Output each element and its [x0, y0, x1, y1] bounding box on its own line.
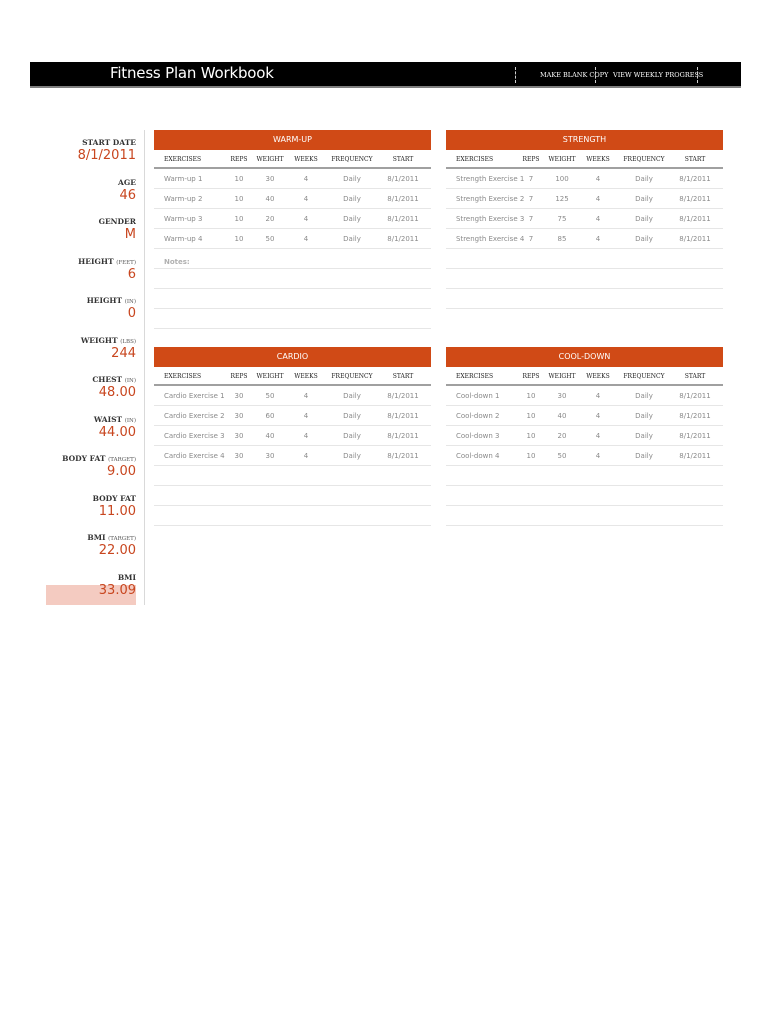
table-cell: 8/1/2011 [387, 412, 419, 420]
table-cell: 10 [526, 432, 536, 440]
stat-label: BMI [117, 573, 136, 582]
table-cell: Cool-down 4 [456, 452, 500, 460]
table-cell: Cool-down 2 [456, 412, 500, 420]
table-cell: 100 [555, 175, 569, 183]
table-cell: 4 [303, 412, 309, 420]
table-row[interactable] [446, 209, 723, 229]
stat-waist [38, 415, 136, 440]
stat-gender [38, 217, 136, 242]
stat-label: HEIGHT [86, 296, 123, 305]
column-header: WEIGHT [256, 156, 284, 163]
header-bar [30, 62, 741, 88]
notes-line[interactable] [446, 486, 723, 506]
stat-value[interactable]: 44.00 [98, 425, 136, 440]
table-cell: 7 [528, 215, 534, 223]
column-headers [154, 150, 431, 169]
table-cell: Cardio Exercise 2 [164, 412, 225, 420]
table-row[interactable] [446, 426, 723, 446]
table-cell: 4 [303, 432, 309, 440]
stat-unit: (IN) [124, 299, 136, 305]
table-cell: Daily [635, 215, 653, 223]
stat-unit: (TARGET) [108, 536, 136, 542]
table-cell: 10 [526, 392, 536, 400]
table-cell: 10 [234, 235, 244, 243]
table-cell: Warm-up 1 [164, 175, 203, 183]
column-header: FREQUENCY [623, 156, 665, 163]
make-blank-copy-button[interactable]: MAKE BLANK COPY [540, 71, 609, 79]
table-cell: 10 [234, 175, 244, 183]
column-header: REPS [522, 373, 540, 380]
table-cell: 8/1/2011 [387, 235, 419, 243]
section-header: COOL-DOWN [446, 347, 723, 367]
table-cell: Daily [343, 412, 361, 420]
column-header: WEEKS [294, 373, 318, 380]
column-header: EXERCISES [164, 156, 202, 163]
table-cell: Daily [343, 452, 361, 460]
stat-unit: (FEET) [116, 260, 136, 266]
view-weekly-progress-button[interactable]: VIEW WEEKLY PROGRESS [613, 71, 704, 79]
column-header: START [392, 156, 414, 163]
table-cell: 8/1/2011 [387, 452, 419, 460]
table-cell: 50 [265, 392, 275, 400]
table-row[interactable] [154, 426, 431, 446]
table-cell: 8/1/2011 [387, 175, 419, 183]
stat-bmi-target [38, 533, 136, 558]
table-cell: 10 [526, 452, 536, 460]
table-row[interactable] [446, 446, 723, 466]
separator [595, 67, 596, 83]
column-header: REPS [230, 373, 248, 380]
stat-value: 11.00 [98, 504, 136, 519]
table-row[interactable] [154, 386, 431, 406]
table-cell: Warm-up 3 [164, 215, 203, 223]
table-row[interactable] [154, 229, 431, 249]
table-row[interactable] [446, 169, 723, 189]
table-cell: Daily [343, 175, 361, 183]
stat-value[interactable]: 22.00 [98, 543, 136, 558]
column-header: EXERCISES [456, 373, 494, 380]
column-header: WEIGHT [256, 373, 284, 380]
table-cell: Daily [635, 392, 653, 400]
notes-line[interactable] [154, 249, 431, 269]
column-header: WEEKS [294, 156, 318, 163]
notes-line[interactable] [154, 289, 431, 309]
table-cell: Daily [343, 392, 361, 400]
table-cell: 40 [265, 195, 275, 203]
stat-bmi [38, 573, 136, 598]
table-cell: Daily [635, 235, 653, 243]
stat-value[interactable]: 0 [127, 306, 136, 321]
table-row[interactable] [446, 386, 723, 406]
table-cell: 4 [595, 235, 601, 243]
table-cell: 30 [557, 392, 567, 400]
column-headers [446, 150, 723, 169]
table-cell: Cool-down 3 [456, 432, 500, 440]
column-header: WEEKS [586, 373, 610, 380]
table-cell: Daily [635, 195, 653, 203]
table-cell: Daily [343, 195, 361, 203]
table-cell: 10 [234, 215, 244, 223]
table-cell: 30 [234, 452, 244, 460]
table-cell: 7 [528, 195, 534, 203]
table-cell: 20 [265, 215, 275, 223]
stat-start-date [38, 138, 136, 163]
column-header: EXERCISES [456, 156, 494, 163]
stat-unit: (IN) [124, 418, 136, 424]
app-title: Fitness Plan Workbook [110, 64, 274, 82]
table-cell: 8/1/2011 [387, 215, 419, 223]
stat-label: WAIST [93, 415, 123, 424]
table-cell: 50 [265, 235, 275, 243]
stat-label: BODY FAT [62, 454, 106, 463]
column-header: EXERCISES [164, 373, 202, 380]
stat-label: AGE [118, 178, 136, 187]
stat-value[interactable]: 46 [119, 188, 136, 203]
table-row[interactable] [446, 189, 723, 209]
section-header: WARM-UP [154, 130, 431, 150]
table-cell: 8/1/2011 [679, 235, 711, 243]
column-header: START [684, 373, 706, 380]
table-cell: Daily [343, 235, 361, 243]
stat-label: WEIGHT [80, 336, 118, 345]
stat-label: BODY FAT [92, 494, 136, 503]
table-cell: 4 [303, 235, 309, 243]
stat-height-in [38, 296, 136, 321]
table-cell: 4 [595, 452, 601, 460]
table-cell: 8/1/2011 [679, 392, 711, 400]
panel-divider [144, 130, 145, 605]
table-cell: 10 [526, 412, 536, 420]
column-header: FREQUENCY [331, 373, 373, 380]
column-header: WEIGHT [548, 373, 576, 380]
stat-body-fat-target [38, 454, 136, 479]
cooldown-section [446, 347, 723, 526]
table-cell: 4 [595, 195, 601, 203]
column-header: REPS [522, 156, 540, 163]
notes-line[interactable] [154, 506, 431, 526]
table-cell: 4 [303, 175, 309, 183]
table-row[interactable] [154, 209, 431, 229]
table-cell: Strength Exercise 1 [456, 175, 525, 183]
table-cell: 75 [557, 215, 567, 223]
stat-label: BMI [87, 533, 106, 542]
table-cell: 8/1/2011 [679, 195, 711, 203]
table-cell: Cardio Exercise 4 [164, 452, 225, 460]
stat-unit: (LBS) [120, 339, 136, 345]
table-row[interactable] [154, 446, 431, 466]
table-cell: 10 [234, 195, 244, 203]
table-cell: Daily [635, 432, 653, 440]
table-cell: 125 [555, 195, 569, 203]
separator [697, 67, 698, 83]
table-cell: 8/1/2011 [387, 432, 419, 440]
column-header: START [684, 156, 706, 163]
table-cell: 85 [557, 235, 567, 243]
column-header: START [392, 373, 414, 380]
notes-line[interactable] [154, 486, 431, 506]
notes-line[interactable] [446, 466, 723, 486]
stat-label: HEIGHT [78, 257, 114, 266]
table-cell: 8/1/2011 [679, 175, 711, 183]
stat-height-feet [38, 257, 136, 282]
table-cell: 7 [528, 235, 534, 243]
stat-weight [38, 336, 136, 361]
table-cell: Strength Exercise 3 [456, 215, 525, 223]
stat-label: START DATE [82, 138, 136, 147]
table-cell: Warm-up 4 [164, 235, 203, 243]
table-cell: 8/1/2011 [679, 452, 711, 460]
column-header: REPS [230, 156, 248, 163]
table-cell: 4 [303, 215, 309, 223]
column-headers [446, 367, 723, 386]
table-cell: 4 [595, 175, 601, 183]
table-cell: Daily [343, 215, 361, 223]
notes-line[interactable] [154, 269, 431, 289]
stat-label: GENDER [98, 217, 136, 226]
table-cell: Strength Exercise 2 [456, 195, 525, 203]
stat-value[interactable]: 8/1/2011 [77, 148, 136, 163]
stat-age [38, 178, 136, 203]
stat-value[interactable]: 48.00 [98, 385, 136, 400]
table-cell: Daily [635, 452, 653, 460]
table-cell: 60 [265, 412, 275, 420]
separator [515, 67, 516, 83]
cardio-section [154, 347, 431, 526]
strength-section [446, 130, 723, 309]
column-headers [154, 367, 431, 386]
table-row[interactable] [154, 169, 431, 189]
stat-body-fat [38, 494, 136, 519]
stat-value[interactable]: M [124, 227, 136, 242]
table-cell: 40 [265, 432, 275, 440]
notes-line[interactable] [154, 466, 431, 486]
table-cell: 7 [528, 175, 534, 183]
notes-line[interactable] [446, 269, 723, 289]
table-cell: 8/1/2011 [387, 195, 419, 203]
table-cell: 30 [234, 412, 244, 420]
column-header: FREQUENCY [623, 373, 665, 380]
stat-label: CHEST [92, 375, 123, 384]
notes-line[interactable] [446, 506, 723, 526]
table-cell: 8/1/2011 [679, 432, 711, 440]
table-cell: 4 [595, 412, 601, 420]
notes-line[interactable] [446, 249, 723, 269]
table-cell: 4 [303, 195, 309, 203]
warmup-section [154, 130, 431, 329]
table-cell: 4 [595, 215, 601, 223]
stat-value[interactable]: 244 [111, 346, 136, 361]
table-cell: Daily [635, 412, 653, 420]
table-cell: Cool-down 1 [456, 392, 500, 400]
table-cell: 50 [557, 452, 567, 460]
table-cell: Warm-up 2 [164, 195, 203, 203]
table-row[interactable] [154, 189, 431, 209]
column-header: FREQUENCY [331, 156, 373, 163]
stat-value[interactable]: 9.00 [107, 464, 136, 479]
section-header: STRENGTH [446, 130, 723, 150]
stat-chest [38, 375, 136, 400]
table-row[interactable] [446, 406, 723, 426]
table-cell: 30 [265, 175, 275, 183]
section-header: CARDIO [154, 347, 431, 367]
table-cell: 8/1/2011 [679, 412, 711, 420]
column-header: WEIGHT [548, 156, 576, 163]
table-cell: 30 [234, 392, 244, 400]
notes-label: Notes: [164, 258, 190, 266]
table-cell: Strength Exercise 4 [456, 235, 525, 243]
notes-line[interactable] [154, 309, 431, 329]
stat-value[interactable]: 6 [127, 267, 136, 282]
table-cell: 8/1/2011 [679, 215, 711, 223]
notes-line[interactable] [446, 289, 723, 309]
table-cell: 30 [234, 432, 244, 440]
column-header: WEEKS [586, 156, 610, 163]
table-cell: 4 [303, 452, 309, 460]
table-cell: Cardio Exercise 1 [164, 392, 225, 400]
table-row[interactable] [446, 229, 723, 249]
table-cell: 4 [595, 392, 601, 400]
table-row[interactable] [154, 406, 431, 426]
table-cell: 8/1/2011 [387, 392, 419, 400]
table-cell: 40 [557, 412, 567, 420]
table-cell: 4 [303, 392, 309, 400]
stat-unit: (TARGET) [108, 457, 136, 463]
table-cell: 4 [595, 432, 601, 440]
table-cell: 30 [265, 452, 275, 460]
table-cell: Daily [343, 432, 361, 440]
table-cell: 20 [557, 432, 567, 440]
stat-unit: (IN) [124, 378, 136, 384]
table-cell: Daily [635, 175, 653, 183]
stat-value: 33.09 [98, 583, 136, 598]
table-cell: Cardio Exercise 3 [164, 432, 225, 440]
